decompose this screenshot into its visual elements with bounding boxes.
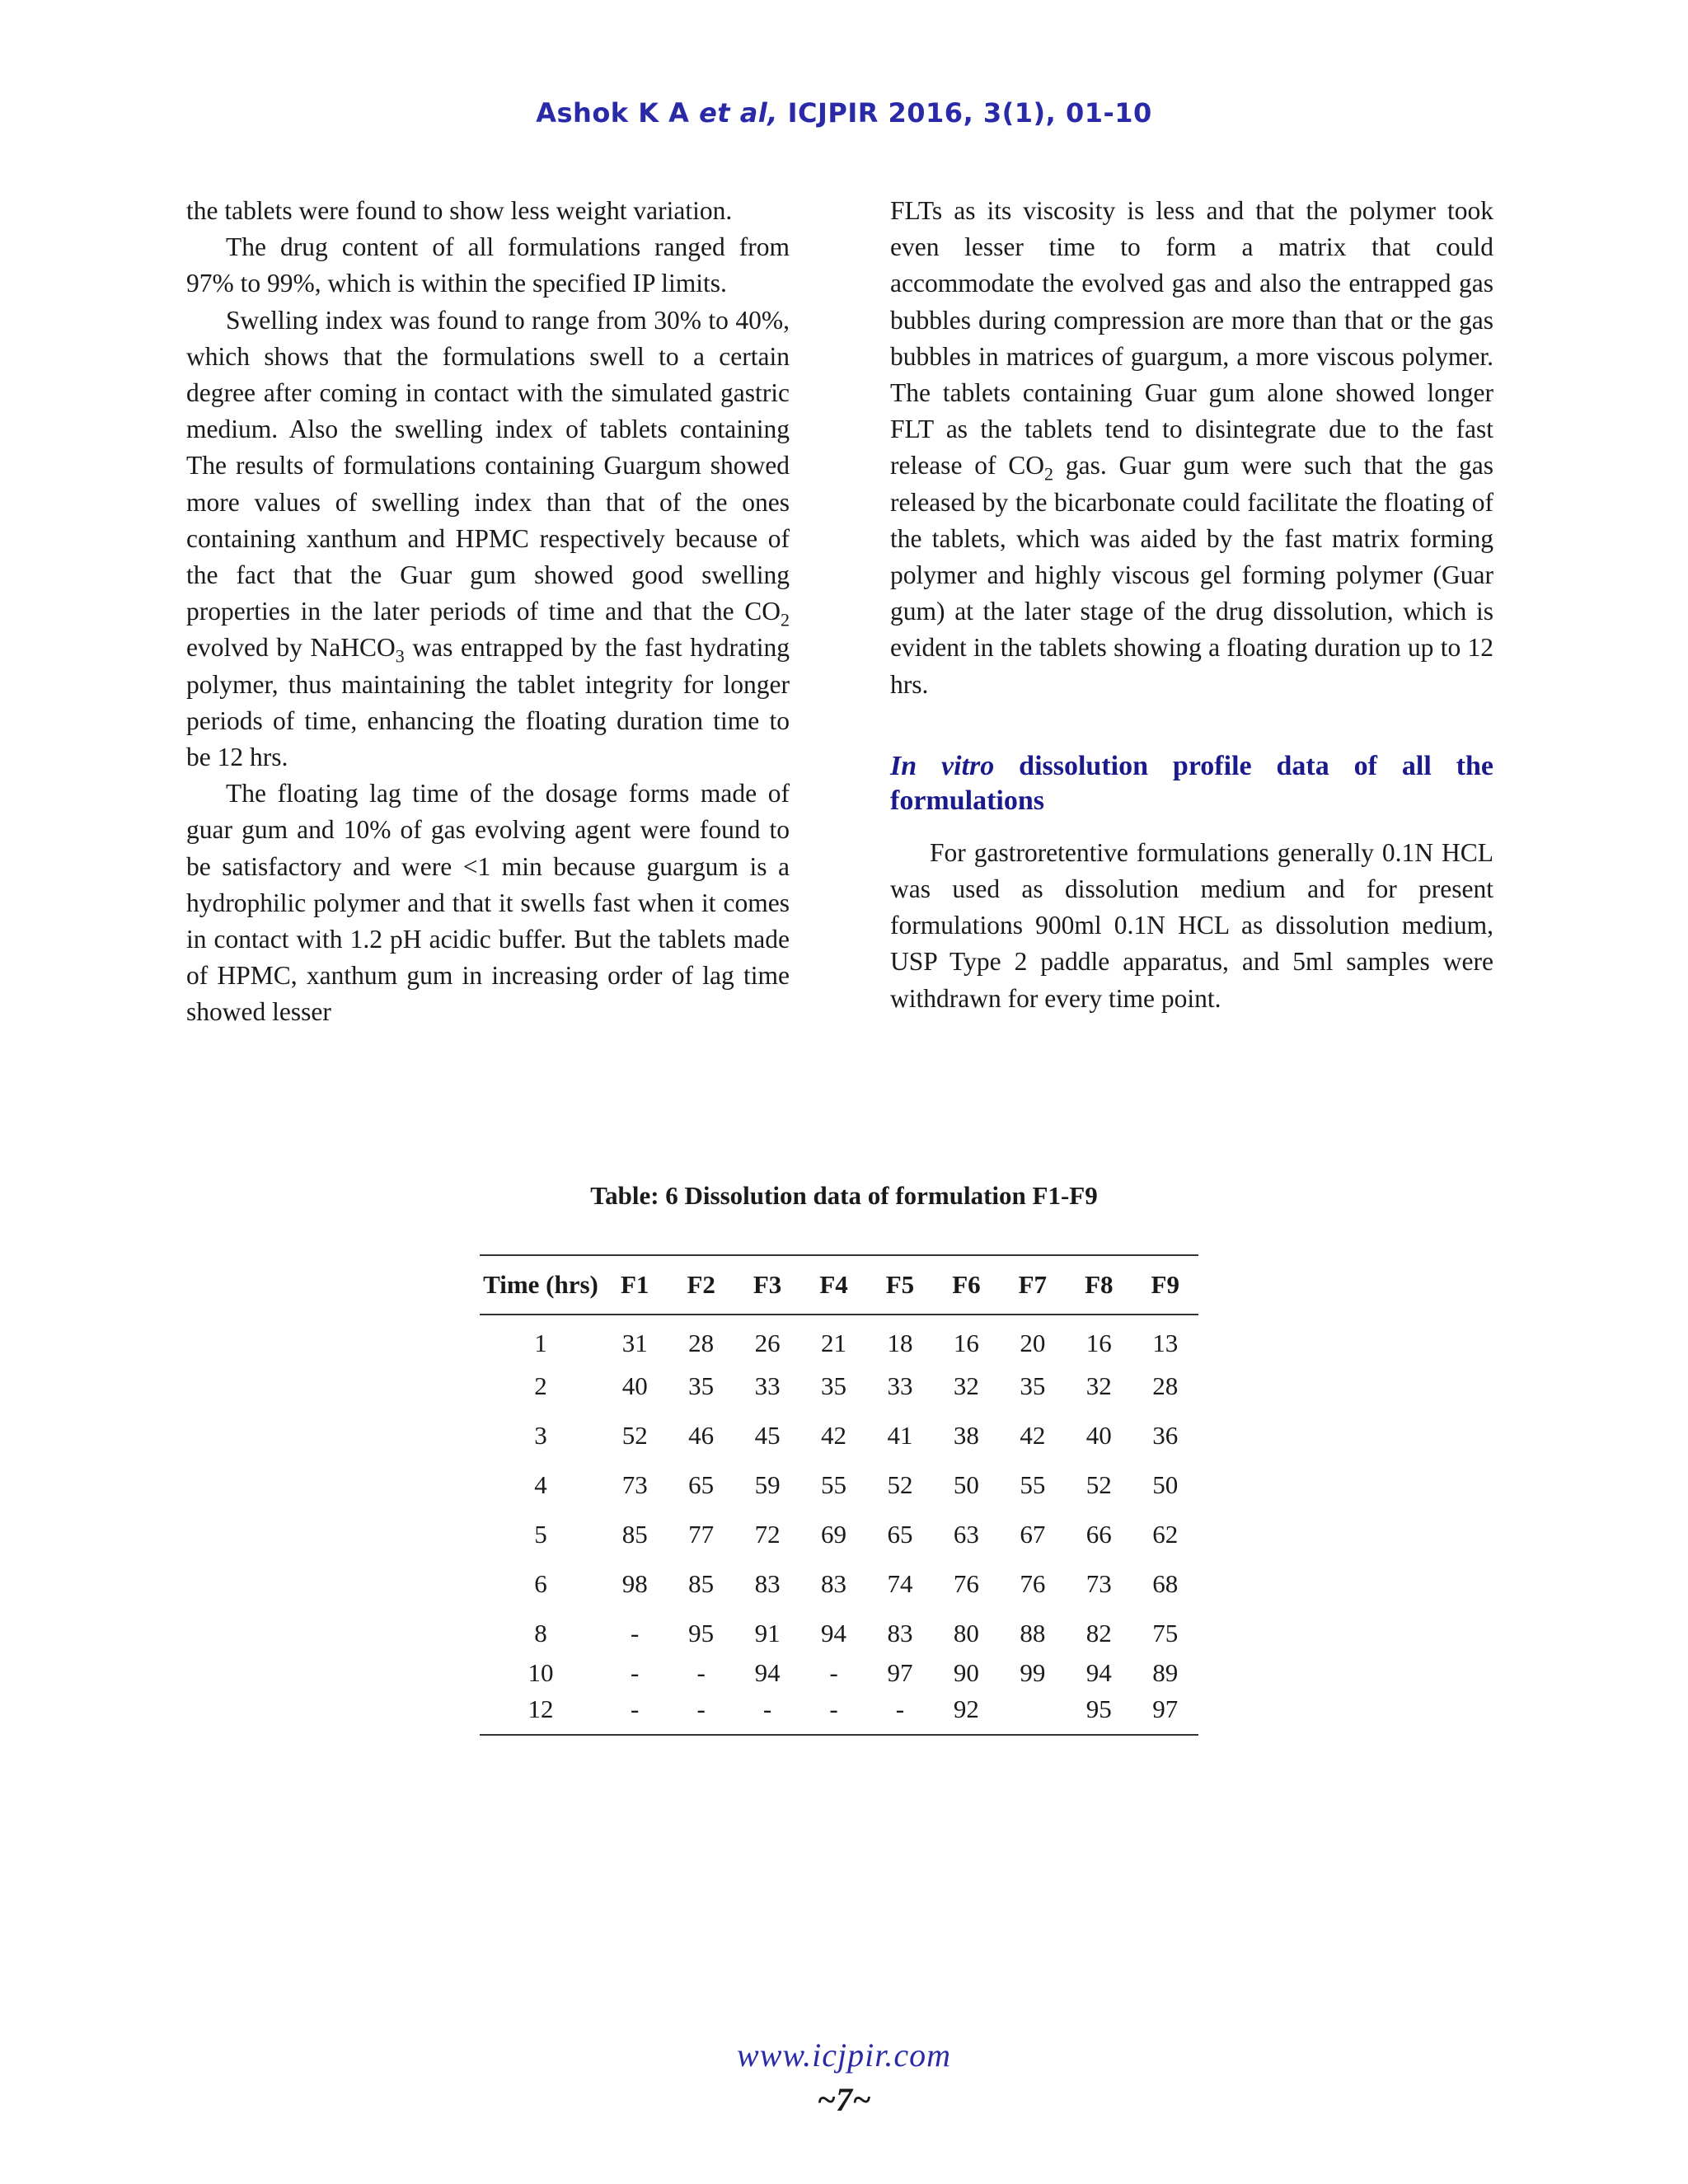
- value-cell: 33: [887, 1371, 913, 1400]
- left-paragraph-3: [186, 302, 790, 776]
- time-cell: 6: [534, 1569, 547, 1598]
- value-cell: 74: [887, 1569, 913, 1598]
- value-cell: 73: [1085, 1569, 1112, 1598]
- value-cell: 83: [754, 1569, 781, 1598]
- page-number: ~7~: [817, 2081, 871, 2118]
- value-cell: 38: [953, 1421, 979, 1450]
- dissolution-table: [480, 1254, 1198, 1736]
- value-cell: 18: [887, 1329, 913, 1357]
- value-cell: 52: [887, 1470, 913, 1499]
- time-cell: 8: [534, 1619, 547, 1647]
- value-cell: 20: [1020, 1329, 1046, 1357]
- value-cell: 94: [821, 1619, 847, 1647]
- value-cell: 76: [1020, 1569, 1046, 1598]
- right-paragraph-1: [890, 193, 1493, 703]
- value-cell: 62: [1152, 1520, 1179, 1549]
- value-cell: -: [631, 1619, 640, 1647]
- value-cell: 42: [1020, 1421, 1046, 1450]
- left-paragraph-3-part-a: Swelling index was found to range from 30% to 40%, which shows that the formulations swell to a certain degree after coming in contact with the simulated gastric medium. Also the swelling index of tablets containing The results of formulations containing Guargum showed more values of swelling index than that of the ones containing xanthum and HPMC respectively because of the fact that the Guar gum showed good swelling properties in the later periods of time and that the CO: [186, 305, 790, 626]
- value-cell: 90: [953, 1658, 979, 1687]
- column-header-time: Time (hrs): [480, 1255, 602, 1315]
- value-cell: 80: [953, 1619, 979, 1647]
- header-journal: ICJPIR 2016, 3(1), 01-10: [777, 97, 1152, 129]
- value-cell: 36: [1152, 1421, 1179, 1450]
- value-cell: -: [867, 1694, 933, 1735]
- value-cell: 82: [1085, 1619, 1112, 1647]
- column-header-f4: F4: [800, 1255, 866, 1315]
- value-cell: 31: [621, 1329, 648, 1357]
- right-paragraph-1-part-a: FLTs as its viscosity is less and that the polymer took even lesser time to form a matrix that could accommodate the evolved gas and also the entrapped gas bubbles during compression are more than that or the gas bubbles in matrices of guargum, a more viscous polymer. The tablets containing Guar gum alone showed longer FLT as the tablets tend to disintegrate due to the fast release of CO: [890, 196, 1493, 480]
- value-cell: 21: [821, 1329, 847, 1357]
- value-cell: [1000, 1694, 1066, 1735]
- table-row: [480, 1315, 1198, 1361]
- value-cell: 50: [1152, 1470, 1179, 1499]
- value-cell: 35: [821, 1371, 847, 1400]
- column-header-f7: F7: [1000, 1255, 1066, 1315]
- co2-subscript: 2: [780, 609, 790, 630]
- value-cell: 68: [1152, 1569, 1179, 1598]
- value-cell: 28: [688, 1329, 715, 1357]
- time-cell: 5: [534, 1520, 547, 1549]
- header-authors: Ashok K A: [536, 97, 700, 129]
- column-header-f6: F6: [933, 1255, 999, 1315]
- table-row: [480, 1510, 1198, 1559]
- value-cell: 85: [688, 1569, 715, 1598]
- footer-url[interactable]: www.icjpir.com: [737, 2036, 951, 2074]
- value-cell: 95: [688, 1619, 715, 1647]
- value-cell: 97: [887, 1658, 913, 1687]
- time-cell: 4: [534, 1470, 547, 1499]
- value-cell: 35: [1020, 1371, 1046, 1400]
- table-row: [480, 1658, 1198, 1694]
- right-column: [890, 193, 1493, 1017]
- value-cell: 35: [688, 1371, 715, 1400]
- value-cell: 50: [953, 1470, 979, 1499]
- value-cell: 65: [688, 1470, 715, 1499]
- section-heading: [890, 749, 1493, 818]
- right-paragraph-1-part-b: gas. Guar gum were such that the gas released by the bicarbonate could facilitate the floating of the tablets, which was aided by the fast matrix forming polymer and highly viscous gel forming polymer (Guar gum) at the later stage of the drug dissolution, which is evident in the tablets showing a floating duration up to 12 hrs.: [890, 451, 1493, 699]
- value-cell: -: [631, 1658, 640, 1687]
- value-cell: 40: [621, 1371, 648, 1400]
- value-cell: 85: [621, 1520, 648, 1549]
- value-cell: 55: [1020, 1470, 1046, 1499]
- table-row: [480, 1609, 1198, 1658]
- co2-subscript-right: 2: [1044, 463, 1054, 485]
- value-cell: 73: [621, 1470, 648, 1499]
- value-cell: 59: [754, 1470, 781, 1499]
- value-cell: 94: [1085, 1658, 1112, 1687]
- column-header-f9: F9: [1132, 1255, 1199, 1315]
- value-cell: 92: [933, 1694, 999, 1735]
- value-cell: 83: [887, 1619, 913, 1647]
- section-heading-rest: dissolution profile data of all the formulations: [890, 750, 1494, 816]
- column-header-f3: F3: [734, 1255, 800, 1315]
- left-paragraph-4: The floating lag time of the dosage forms made of guar gum and 10% of gas evolving agent were found to be satisfactory and were <1 min because guargum is a hydrophilic polymer and that it swells fast when it comes in contact with 1.2 pH acidic buffer. But the tablets made of HPMC, xanthum gum in increasing order of lag time showed lesser: [186, 779, 790, 1027]
- value-cell: 32: [1085, 1371, 1112, 1400]
- table-row: [480, 1559, 1198, 1609]
- right-paragraph-2: For gastroretentive formulations generally 0.1N HCL was used as dissolution medium and for present formulations 900ml 0.1N HCL as dissolution medium, USP Type 2 paddle apparatus, and 5ml samples were withdrawn for every time point.: [890, 837, 1493, 1013]
- value-cell: 32: [953, 1371, 979, 1400]
- time-cell: 2: [534, 1371, 547, 1400]
- column-header-f8: F8: [1066, 1255, 1132, 1315]
- time-cell: 1: [534, 1329, 547, 1357]
- value-cell: 41: [887, 1421, 913, 1450]
- value-cell: 55: [821, 1470, 847, 1499]
- value-cell: 63: [953, 1520, 979, 1549]
- time-cell: 12: [480, 1694, 602, 1735]
- header-etal: et al,: [699, 97, 778, 129]
- value-cell: 66: [1085, 1520, 1112, 1549]
- value-cell: 33: [754, 1371, 781, 1400]
- value-cell: 46: [688, 1421, 715, 1450]
- value-cell: 69: [821, 1520, 847, 1549]
- left-column: [186, 193, 790, 1031]
- value-cell: 42: [821, 1421, 847, 1450]
- value-cell: 89: [1152, 1658, 1179, 1687]
- table-row: [480, 1694, 1198, 1735]
- value-cell: 67: [1020, 1520, 1046, 1549]
- value-cell: 16: [953, 1329, 979, 1357]
- value-cell: -: [829, 1658, 838, 1687]
- running-header: [0, 97, 1688, 129]
- time-cell: 10: [528, 1658, 554, 1687]
- value-cell: 45: [754, 1421, 781, 1450]
- value-cell: 52: [621, 1421, 648, 1450]
- value-cell: 75: [1152, 1619, 1179, 1647]
- value-cell: -: [696, 1658, 706, 1687]
- value-cell: 40: [1085, 1421, 1112, 1450]
- value-cell: -: [668, 1694, 734, 1735]
- column-header-f1: F1: [602, 1255, 668, 1315]
- table-row: [480, 1361, 1198, 1411]
- table-row: [480, 1460, 1198, 1510]
- value-cell: -: [734, 1694, 800, 1735]
- table-header-row: [480, 1255, 1198, 1315]
- value-cell: 13: [1152, 1329, 1179, 1357]
- value-cell: 16: [1085, 1329, 1112, 1357]
- left-paragraph-3-part-c: was entrapped by the fast hydrating polymer, thus maintaining the tablet integrity for longer periods of time, enhancing the floating duration time to be 12 hrs.: [186, 633, 790, 772]
- value-cell: 72: [754, 1520, 781, 1549]
- table-body: [480, 1315, 1198, 1735]
- table-title: Table: 6 Dissolution data of formulation F1-F9: [590, 1181, 1098, 1210]
- section-heading-italic: In vitro: [890, 750, 995, 781]
- value-cell: 99: [1020, 1658, 1046, 1687]
- value-cell: 83: [821, 1569, 847, 1598]
- left-paragraph-2: The drug content of all formulations ranged from 97% to 99%, which is within the specified IP limits.: [186, 232, 790, 298]
- value-cell: 88: [1020, 1619, 1046, 1647]
- value-cell: 76: [953, 1569, 979, 1598]
- value-cell: 52: [1085, 1470, 1112, 1499]
- value-cell: 95: [1066, 1694, 1132, 1735]
- value-cell: -: [800, 1694, 866, 1735]
- nahco3-subscript: 3: [395, 645, 405, 667]
- value-cell: 91: [754, 1619, 781, 1647]
- time-cell: 3: [534, 1421, 547, 1450]
- table-row: [480, 1411, 1198, 1460]
- value-cell: 26: [754, 1329, 781, 1357]
- value-cell: 97: [1132, 1694, 1199, 1735]
- value-cell: 65: [887, 1520, 913, 1549]
- left-paragraph-1: the tablets were found to show less weight variation.: [186, 196, 733, 225]
- value-cell: 77: [688, 1520, 715, 1549]
- value-cell: -: [602, 1694, 668, 1735]
- value-cell: 94: [754, 1658, 781, 1687]
- column-header-f5: F5: [867, 1255, 933, 1315]
- value-cell: 98: [621, 1569, 648, 1598]
- value-cell: 28: [1152, 1371, 1179, 1400]
- column-header-f2: F2: [668, 1255, 734, 1315]
- left-paragraph-3-part-b: evolved by NaHCO: [186, 633, 396, 663]
